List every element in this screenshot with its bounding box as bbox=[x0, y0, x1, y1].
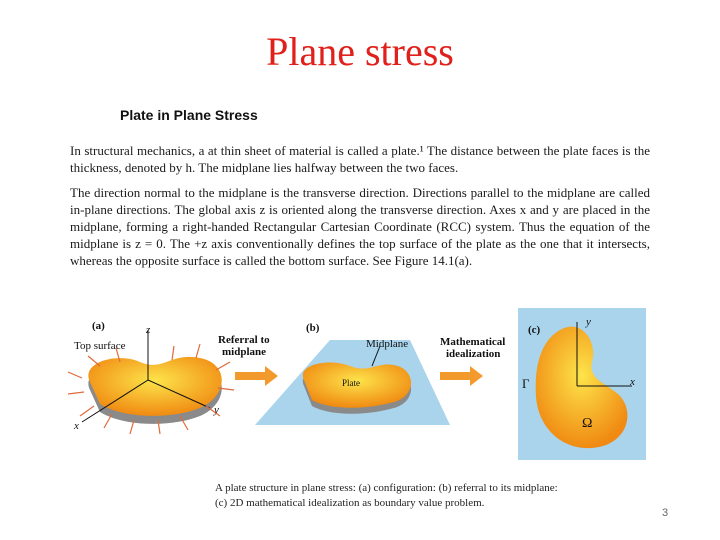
page-number: 3 bbox=[662, 507, 669, 519]
arrow-2-line-1: Mathematical bbox=[440, 336, 506, 348]
paragraph-1: In structural mechanics, a at thin sheet of material is called a plate.¹ The distance between the plate faces is the thickness, denoted by h. The midplane lies halfway between the two faces. bbox=[70, 143, 650, 175]
caption-line-1: A plate structure in plane stress: (a) configuration: (b) referral to its midplane: bbox=[215, 482, 558, 494]
arrow-2-line-2: idealization bbox=[446, 348, 501, 360]
panel-c-label: (c) bbox=[528, 324, 541, 336]
plate-figure bbox=[60, 300, 650, 470]
panel-c-axis-x: x bbox=[630, 376, 635, 388]
panel-c-axis-y: y bbox=[586, 316, 591, 328]
paragraph-2: The direction normal to the midplane is the transverse direction. Directions parallel to the midplane are called in-plane directions. The global axis z is oriented along the transverse direction. Axes x and y are placed in the midplane, forming a right-handed Rectangular Cartesian Coordinate (RCC) system. Thus the equation of the midplane is z = 0. The +z axis conventionally defines the top surface of the plate as the one that it intersects, whereas the opposite surface is called the bottom surface. See Figure 14.1(a). bbox=[70, 185, 650, 268]
top-surface-label: Top surface bbox=[74, 340, 126, 352]
panel-a-axis-y: y bbox=[214, 404, 219, 416]
arrow-1-line-1: Referral to bbox=[218, 334, 270, 346]
panel-b-label: (b) bbox=[306, 322, 320, 334]
arrow-2-icon bbox=[440, 366, 483, 386]
figure-caption bbox=[215, 481, 558, 511]
midplane-label: Midplane bbox=[366, 338, 409, 350]
boundary-gamma: Γ bbox=[522, 376, 530, 391]
arrow-1-line-2: midplane bbox=[222, 346, 267, 358]
panel-a-label: (a) bbox=[92, 320, 105, 332]
domain-omega: Ω bbox=[582, 416, 593, 431]
arrow-1-icon bbox=[235, 366, 278, 386]
panel-a-axis-z: z bbox=[146, 324, 151, 336]
caption-line-2: (c) 2D mathematical idealization as boundary value problem. bbox=[215, 497, 485, 509]
section-heading: Plate in Plane Stress bbox=[120, 107, 258, 123]
slide-title: Plane stress bbox=[266, 29, 454, 74]
plate-label: Plate bbox=[342, 378, 360, 388]
panel-a-axis-x: x bbox=[74, 420, 79, 432]
